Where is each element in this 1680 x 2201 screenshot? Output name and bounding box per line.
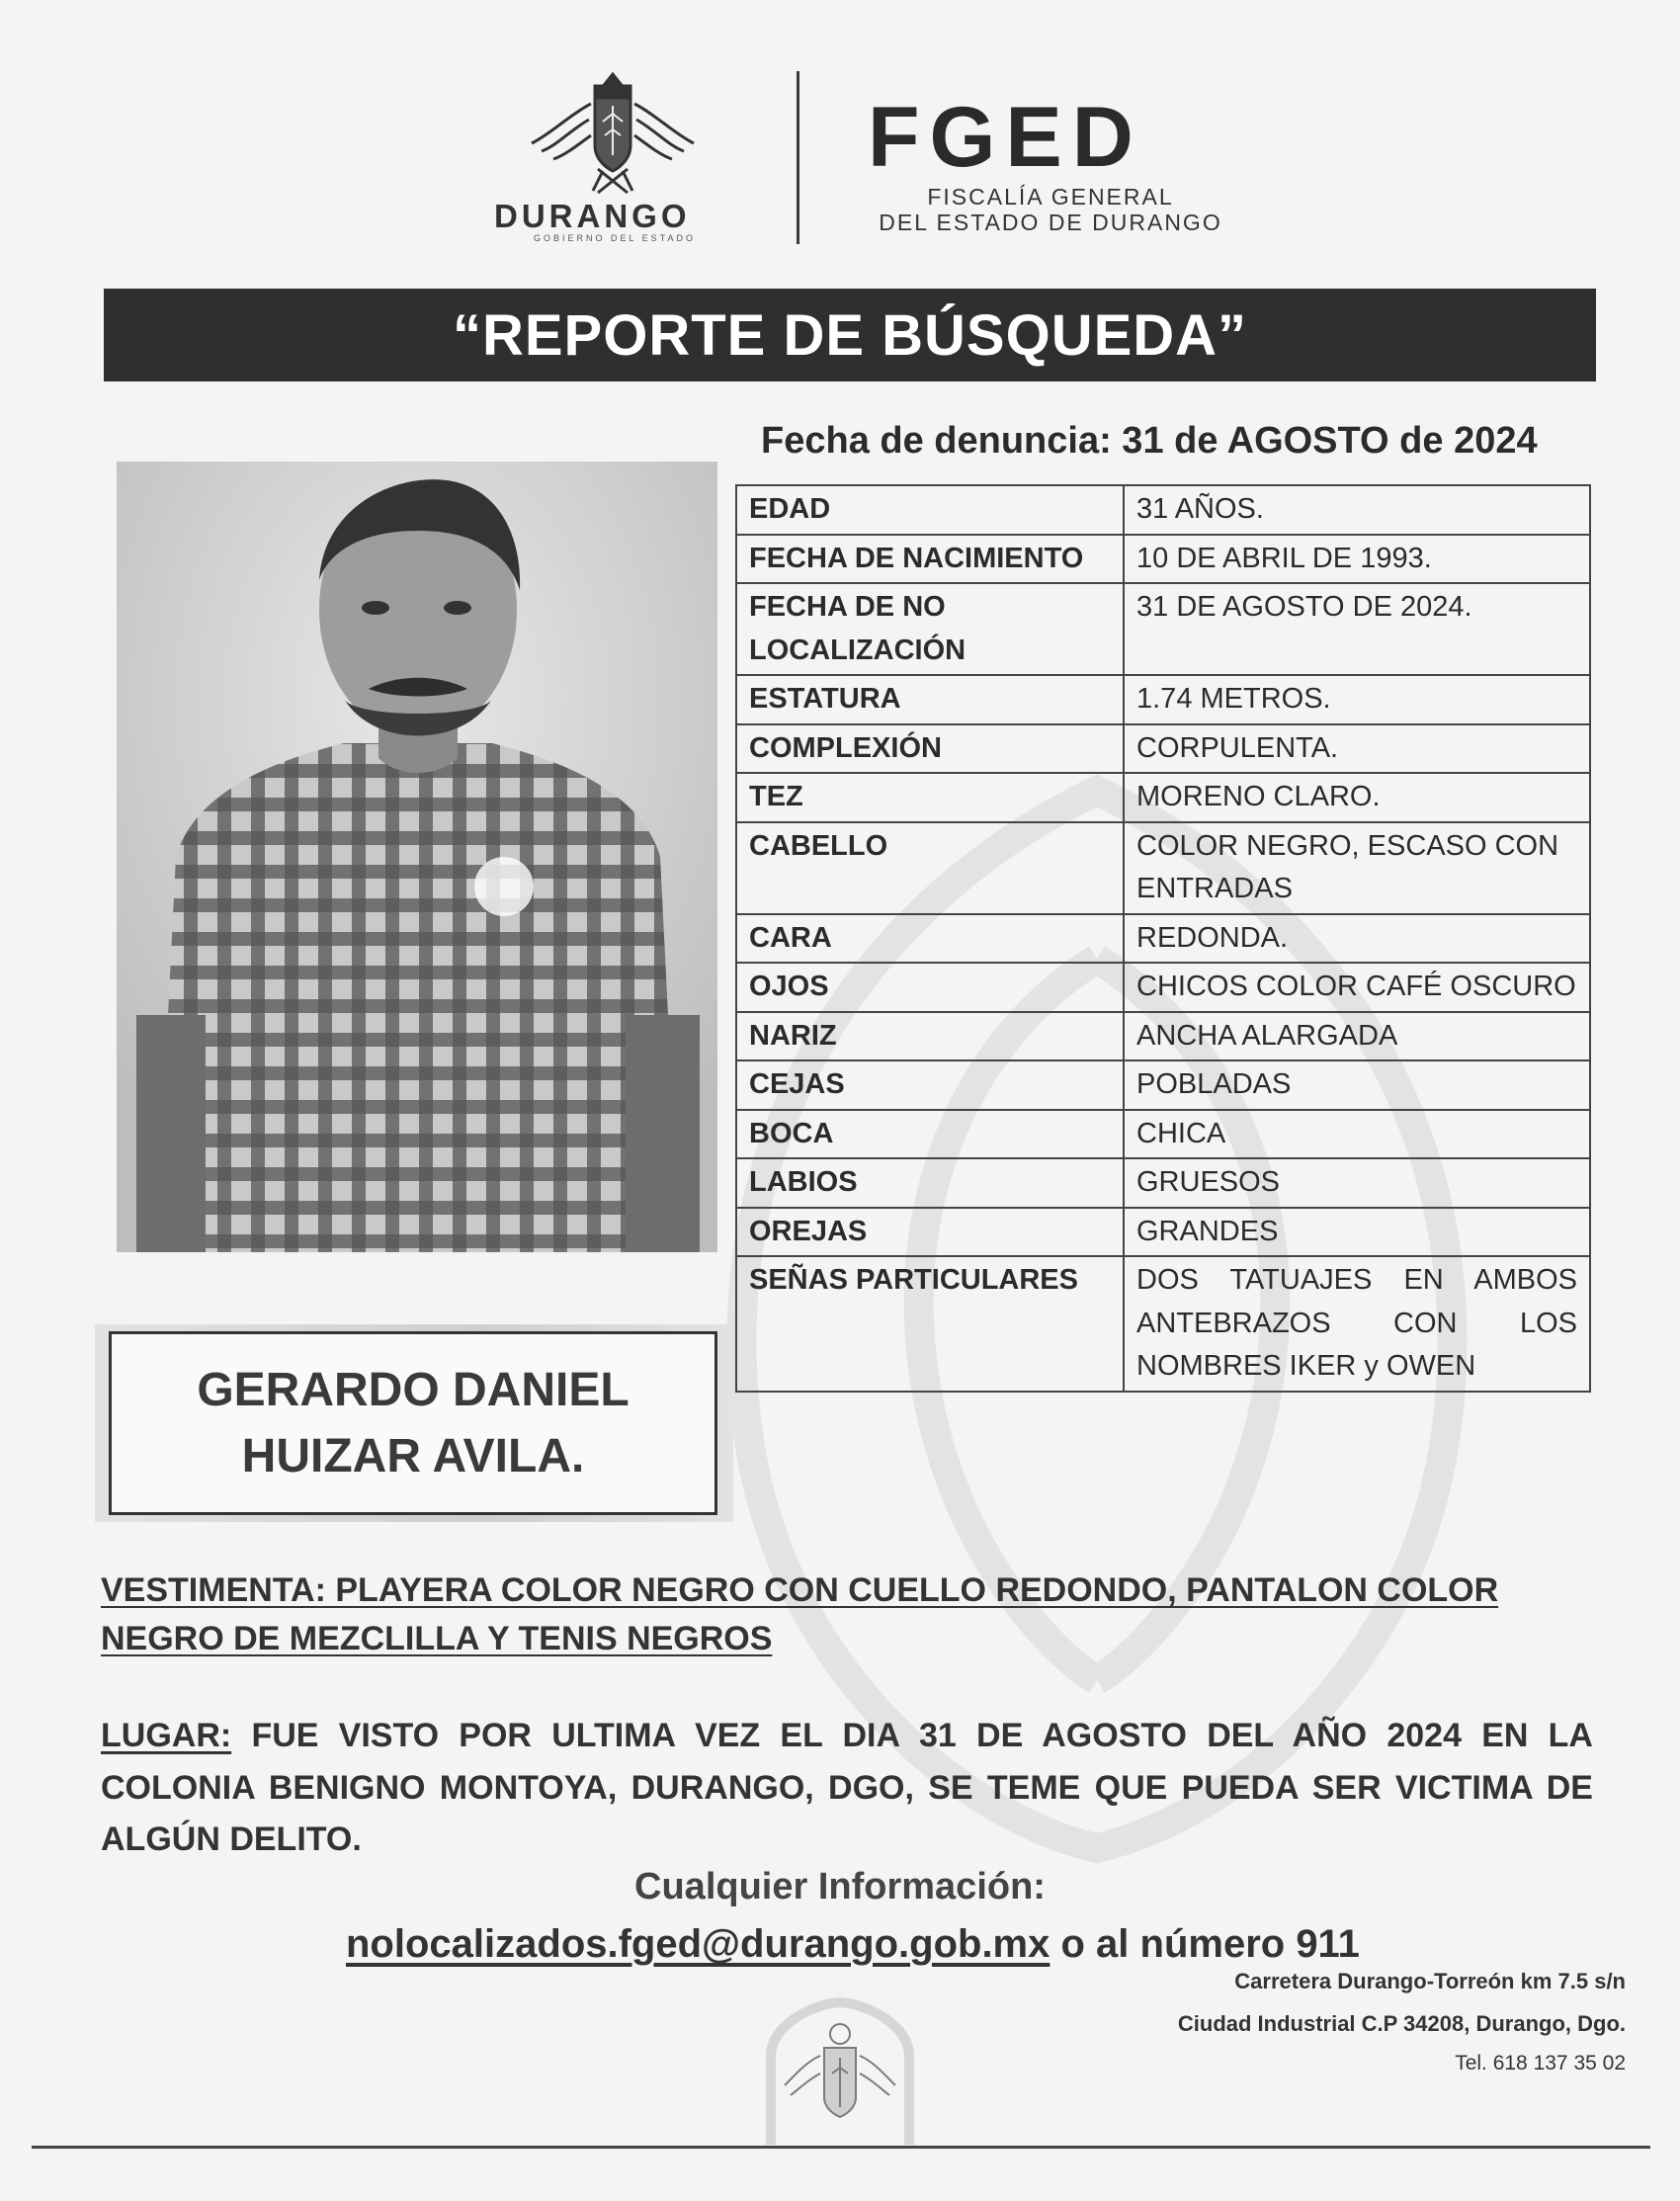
description-table [735,484,1591,1393]
address-line-1: Carretera Durango-Torreón km 7.5 s/n [1234,1969,1626,1993]
contact-email-link[interactable]: nolocalizados.fged@durango.gob.mx [346,1922,1050,1966]
table-row [736,583,1590,675]
fged-subtitle-line-1: FISCALÍA GENERAL [927,184,1174,210]
row-value: ANCHA ALARGADA [1124,1012,1590,1061]
table-row [736,1060,1590,1110]
header-divider [797,71,799,244]
fged-logo-text: FGED [868,90,1143,185]
address-line-2: Ciudad Industrial C.P 34208, Durango, Dgo. [1177,2011,1626,2036]
row-label: CABELLO [736,822,1124,914]
table-row [736,963,1590,1012]
row-value: DOS TATUAJES EN AMBOS ANTEBRAZOS CON LOS NOMBRES IKER y OWEN [1124,1256,1590,1392]
last-seen-paragraph [101,1710,1593,1866]
clothing-line-1: VESTIMENTA: PLAYERA COLOR NEGRO CON CUELLO REDONDO, PANTALON COLOR [101,1571,1499,1609]
contact-heading: Cualquier Información: [634,1866,1046,1907]
table-row [736,1256,1590,1392]
row-label: FECHA DE NACIMIENTO [736,535,1124,584]
row-value: CHICA [1124,1110,1590,1159]
fged-subtitle-line-2: DEL ESTADO DE DURANGO [879,210,1222,236]
clothing-description [101,1566,1603,1664]
row-label: CEJAS [736,1060,1124,1110]
report-date: Fecha de denuncia: 31 de AGOSTO de 2024 [761,420,1538,462]
row-label: ESTATURA [736,675,1124,724]
row-value: 31 AÑOS. [1124,485,1590,535]
contact-phone-text: o al número 911 [1060,1922,1360,1966]
row-label: COMPLEXIÓN [736,724,1124,774]
row-value: GRUESOS [1124,1158,1590,1208]
row-value: 10 DE ABRIL DE 1993. [1124,535,1590,584]
report-title-bar [104,289,1596,381]
row-label: OJOS [736,963,1124,1012]
contact-line [346,1922,1360,1967]
table-row [736,724,1590,774]
durango-wordmark: DURANGO [494,198,691,234]
table-row [736,1110,1590,1159]
table-row [736,675,1590,724]
row-value: 1.74 METROS. [1124,675,1590,724]
person-name-line-2: HUIZAR AVILA. [241,1430,585,1482]
table-row [736,1208,1590,1257]
person-name-box [109,1331,717,1515]
missing-person-photo [117,462,717,1252]
table-row [736,773,1590,822]
row-value: REDONDA. [1124,914,1590,964]
table-row [736,1158,1590,1208]
table-row [736,822,1590,914]
table-row [736,485,1590,535]
row-label: LABIOS [736,1158,1124,1208]
row-value: CHICOS COLOR CAFÉ OSCURO [1124,963,1590,1012]
row-value: CORPULENTA. [1124,724,1590,774]
row-value: MORENO CLARO. [1124,773,1590,822]
row-label: OREJAS [736,1208,1124,1257]
person-name-line-1: GERARDO DANIEL [197,1363,630,1416]
row-label: FECHA DE NO LOCALIZACIÓN [736,583,1124,675]
address-phone: Tel. 618 137 35 02 [1455,2052,1626,2074]
row-value: GRANDES [1124,1208,1590,1257]
row-label: EDAD [736,485,1124,535]
footer-divider [32,2146,1650,2149]
row-value: POBLADAS [1124,1060,1590,1110]
row-value: 31 DE AGOSTO DE 2024. [1124,583,1590,675]
fged-seal-icon [751,1996,929,2155]
table-row [736,1012,1590,1061]
row-value: COLOR NEGRO, ESCASO CON ENTRADAS [1124,822,1590,914]
fged-subtitle [868,184,1233,236]
row-label: CARA [736,914,1124,964]
row-label: BOCA [736,1110,1124,1159]
row-label: TEZ [736,773,1124,822]
durango-subtitle: GOBIERNO DEL ESTADO [534,233,697,243]
row-label: SEÑAS PARTICULARES [736,1256,1124,1392]
row-label: NARIZ [736,1012,1124,1061]
table-row [736,535,1590,584]
last-seen-label: LUGAR: [101,1717,232,1754]
report-title: “REPORTE DE BÚSQUEDA” [452,302,1248,368]
clothing-line-2: NEGRO DE MEZCLILLA Y TENIS NEGROS [101,1620,773,1658]
table-row [736,914,1590,964]
last-seen-text: FUE VISTO POR ULTIMA VEZ EL DIA 31 DE AGOSTO DEL AÑO 2024 EN LA COLONIA BENIGNO MONTOYA, DURANGO, DGO, SE TEME QUE PUEDA SER VICTIMA DE ALGÚN DELITO. [101,1717,1593,1859]
